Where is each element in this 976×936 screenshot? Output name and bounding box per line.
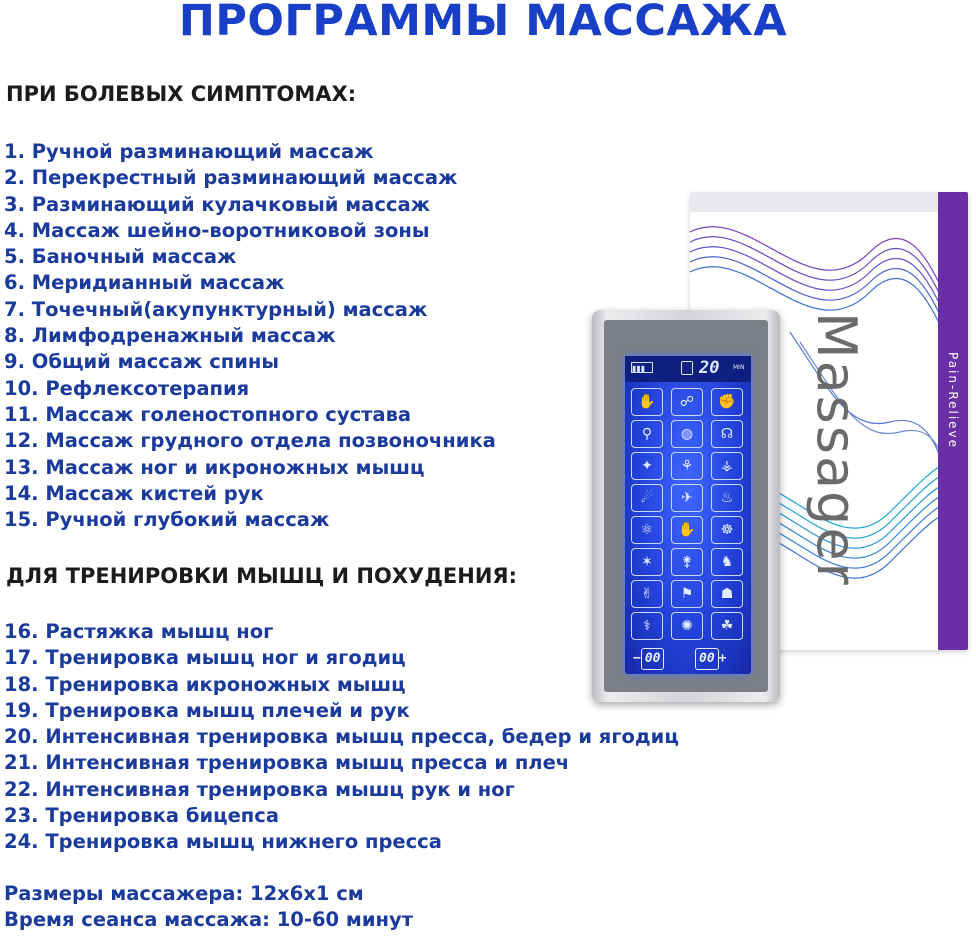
program-item: 20. Интенсивная тренировка мышц пресса, бедер и ягодиц (4, 725, 679, 749)
program-button-icon[interactable]: ✺ (671, 612, 703, 640)
minus-label: − (633, 651, 641, 666)
screen-status-bar (625, 356, 751, 382)
program-item: 10. Рефлексотерапия (4, 376, 250, 400)
program-item: 16. Растяжка мышц ног (4, 620, 274, 643)
plus-label: + (718, 651, 727, 666)
person-icon (681, 361, 693, 375)
program-item: 18. Тренировка икроножных мышц (4, 672, 406, 696)
device-screen (625, 356, 751, 674)
program-item: 3. Разминающий кулачковый массаж (4, 192, 431, 216)
program-item: 5. Баночный массаж (4, 245, 237, 269)
program-icon-grid (631, 388, 745, 640)
program-button-icon[interactable]: ⚘ (671, 452, 703, 480)
program-button-icon[interactable]: ✈ (671, 484, 703, 512)
program-button-icon[interactable]: ☄ (631, 484, 663, 512)
program-button-icon[interactable]: ⚕ (631, 612, 663, 640)
program-button-icon[interactable]: ☸ (711, 516, 743, 544)
program-item: 4. Массаж шейно-воротниковой зоны (4, 218, 430, 242)
program-button-icon[interactable]: ✌ (631, 580, 663, 608)
program-item: 21. Интенсивная тренировка мышц пресса и плеч (4, 751, 570, 775)
program-button-icon[interactable]: ◍ (671, 420, 703, 448)
program-item: 11. Массаж голеностопного сустава (4, 402, 412, 426)
program-button-icon[interactable]: ☗ (711, 580, 743, 608)
page-title: ПРОГРАММЫ МАССАЖА (178, 0, 788, 46)
program-button-icon[interactable]: ⚵ (671, 548, 703, 576)
program-item: 8. Лимфодренажный массаж (4, 324, 336, 348)
program-button-icon[interactable]: ✋ (671, 516, 703, 544)
device-face (604, 320, 768, 692)
battery-icon: ▮▮▮ (631, 362, 653, 373)
program-item: 2. Перекрестный разминающий массаж (4, 166, 458, 190)
program-button-icon[interactable]: ✦ (631, 452, 663, 480)
program-item: 12. Массаж грудного отдела позвоночника (4, 429, 496, 453)
massager-device (592, 310, 780, 702)
program-button-icon[interactable]: ☊ (711, 420, 743, 448)
decrease-button[interactable] (633, 648, 664, 668)
program-button-icon[interactable]: ⚑ (671, 580, 703, 608)
left-counter: 00 (641, 648, 665, 670)
program-button-icon[interactable]: ☘ (711, 612, 743, 640)
program-item: 22. Интенсивная тренировка мышц рук и ног (4, 777, 515, 801)
size-spec: Размеры массажера: 12x6x1 см (4, 882, 364, 905)
program-item: 23. Тренировка бицепса (4, 804, 279, 828)
box-brand-text: Massager (805, 312, 868, 587)
program-item: 7. Точечный(акупунктурный) массаж (4, 297, 428, 321)
program-item: 15. Ручной глубокий массаж (4, 508, 330, 532)
training-program-list (4, 619, 679, 856)
program-item: 14. Массаж кистей рук (4, 481, 264, 505)
program-button-icon[interactable]: ♨ (711, 484, 743, 512)
program-button-icon[interactable]: ⚲ (631, 420, 663, 448)
increase-button[interactable] (695, 648, 726, 668)
box-sub-text: Pain-Relieve (946, 352, 960, 450)
program-item: 24. Тренировка мышц нижнего пресса (4, 830, 442, 854)
program-button-icon[interactable]: ♞ (711, 548, 743, 576)
program-item: 19. Тренировка мышц плечей и рук (4, 698, 410, 722)
time-spec: Время сеанса массажа: 10-60 минут (4, 908, 413, 931)
control-row (629, 648, 747, 670)
program-button-icon[interactable]: ⚛ (631, 516, 663, 544)
pain-program-list (4, 139, 496, 533)
timer-value: 20 (699, 358, 720, 378)
program-button-icon[interactable]: ⚶ (711, 452, 743, 480)
specs-block (4, 881, 413, 933)
section-heading-training: ДЛЯ ТРЕНИРОВКИ МЫШЦ И ПОХУДЕНИЯ: (6, 564, 517, 588)
program-item: 9. Общий массаж спины (4, 350, 279, 374)
section-heading-pain: ПРИ БОЛЕВЫХ СИМПТОМАХ: (6, 82, 357, 106)
program-button-icon[interactable]: ✊ (711, 388, 743, 416)
program-button-icon[interactable]: ☍ (671, 388, 703, 416)
program-item: 13. Массаж ног и икроножных мышц (4, 455, 425, 479)
program-item: 17. Тренировка мышц ног и ягодиц (4, 646, 406, 670)
right-counter: 00 (695, 648, 719, 670)
program-button-icon[interactable]: ✋ (631, 388, 663, 416)
program-button-icon[interactable]: ✶ (631, 548, 663, 576)
program-item: 6. Меридианный массаж (4, 271, 285, 295)
program-item: 1. Ручной разминающий массаж (4, 140, 374, 163)
timer-unit: MIN (733, 364, 745, 371)
